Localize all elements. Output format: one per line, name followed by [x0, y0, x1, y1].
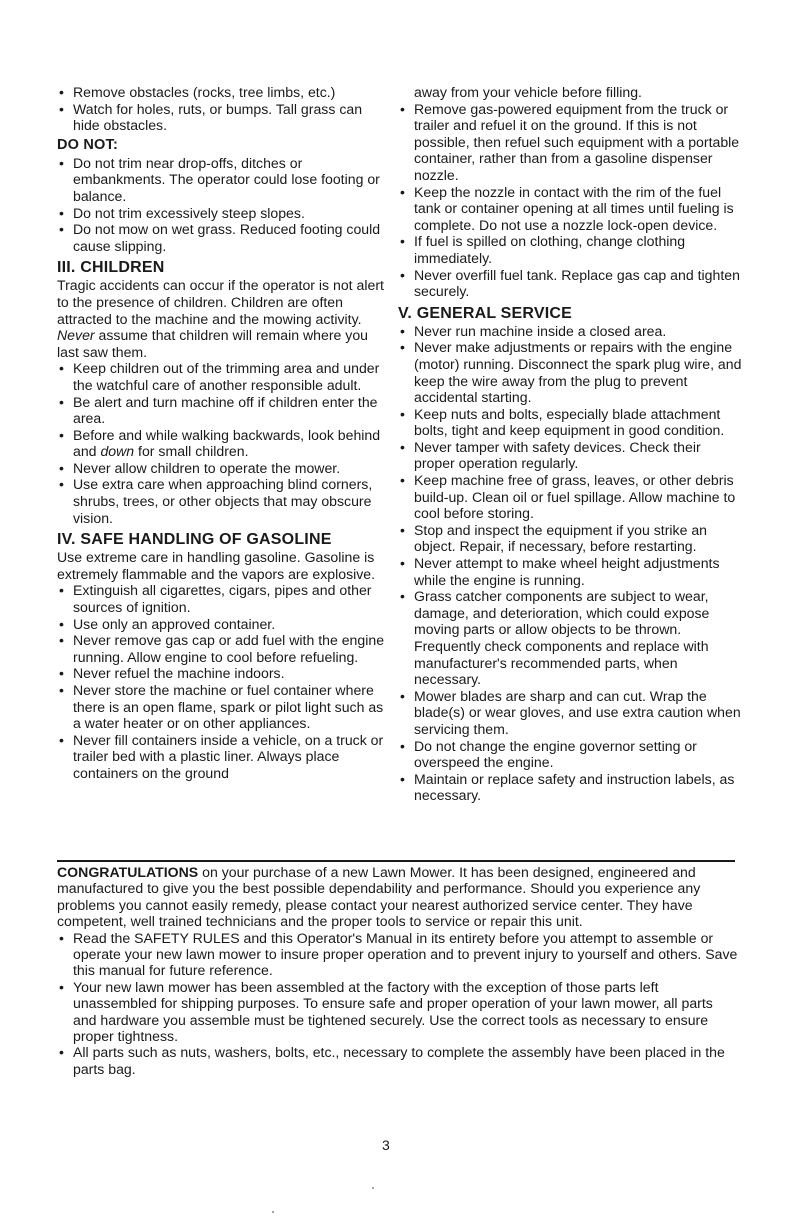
list-item: • Do not trim near drop-offs, ditches or embankments. The operator could lose footing or balance.	[57, 155, 387, 205]
list-item: • Use extra care when approaching blind corners, shrubs, trees, or other objects that may obscure vision.	[57, 476, 387, 526]
gasoline-list	[57, 582, 387, 781]
list-item: • Keep children out of the trimming area and under the watchful care of another responsible adult.	[57, 360, 387, 393]
list-item: • Do not trim excessively steep slopes.	[57, 205, 387, 222]
general-service-heading: V. GENERAL SERVICE	[398, 304, 573, 322]
list-item: • Never make adjustments or repairs with the engine (motor) running. Disconnect the spark plug wire, and keep the wire away from the plug to prevent accidental starting.	[398, 339, 743, 405]
do-not-list	[57, 155, 387, 255]
list-item: • Read the SAFETY RULES and this Operator's Manual in its entirety before you attempt to assemble or operate your new lawn mower to insure proper operation and to prevent injury to yourself and others. Save this manual for future reference.	[57, 930, 739, 979]
left-column	[57, 84, 387, 782]
gasoline-list-continued	[398, 101, 743, 300]
list-item: • Be alert and turn machine off if children enter the area.	[57, 394, 387, 427]
general-service-list	[398, 323, 743, 804]
list-item: • Stop and inspect the equipment if you strike an object. Repair, if necessary, before restarting.	[398, 522, 743, 555]
assembly-notes-list	[57, 930, 739, 1078]
page-number: 3	[382, 1137, 390, 1153]
scan-speck	[372, 1187, 374, 1189]
list-item: • Use only an approved container.	[57, 616, 387, 633]
children-heading: III. CHILDREN	[57, 259, 165, 277]
list-item: • Watch for holes, ruts, or bumps. Tall grass can hide obstacles.	[57, 101, 387, 134]
children-paragraph: Tragic accidents can occur if the operator is not alert to the presence of children. Children are often attracted to the machine and the mowing activity. Never assume that children will remain where you last saw them.	[57, 277, 384, 360]
list-item: • If fuel is spilled on clothing, change clothing immediately.	[398, 233, 743, 266]
list-item: • Keep nuts and bolts, especially blade attachment bolts, tight and keep equipment in good condition.	[398, 406, 743, 439]
continuation-text: away from your vehicle before filling.	[414, 84, 642, 100]
congratulations-section	[57, 864, 739, 1077]
list-item: • All parts such as nuts, washers, bolts, etc., necessary to complete the assembly have been placed in the parts bag.	[57, 1044, 739, 1077]
list-item: • Maintain or replace safety and instruction labels, as necessary.	[398, 771, 743, 804]
list-item: • Never tamper with safety devices. Check their proper operation regularly.	[398, 439, 743, 472]
section-divider	[57, 860, 735, 862]
list-item: • Do not mow on wet grass. Reduced footing could cause slipping.	[57, 221, 387, 254]
obstacles-list	[57, 84, 387, 134]
list-item: • Never store the machine or fuel container where there is an open flame, spark or pilot light such as a water heater or on other appliances.	[57, 682, 387, 732]
gasoline-paragraph: Use extreme care in handling gasoline. Gasoline is extremely flammable and the vapors are explosive.	[57, 549, 376, 582]
list-item: • Never attempt to make wheel height adjustments while the engine is running.	[398, 555, 743, 588]
list-item: • Never fill containers inside a vehicle, on a truck or trailer bed with a plastic liner. Always place containers on the ground	[57, 732, 387, 782]
list-item: • Never run machine inside a closed area.	[398, 323, 743, 340]
list-item: • Before and while walking backwards, look behind and down for small children.	[57, 427, 387, 460]
list-item: • Extinguish all cigarettes, cigars, pipes and other sources of ignition.	[57, 582, 387, 615]
list-item: • Your new lawn mower has been assembled at the factory with the exception of those parts left unassembled for shipping purposes. To ensure safe and proper operation of your lawn mower, all parts and hardware you assemble must be tightened securely. Use the correct tools as necessary to ensure proper tightness.	[57, 979, 739, 1045]
do-not-heading: DO NOT:	[57, 136, 119, 153]
gasoline-heading: IV. SAFE HANDLING OF GASOLINE	[57, 531, 332, 549]
list-item: • Remove obstacles (rocks, tree limbs, etc.)	[57, 84, 387, 101]
congratulations-paragraph: CONGRATULATIONS on your purchase of a new Lawn Mower. It has been designed, engineered and manufactured to give you the best possible dependability and performance. Should you experience any problems you cannot easily remedy, please contact your nearest authorized service center. They have competent, well trained technicians and the proper tools to service or repair this unit.	[57, 864, 701, 930]
list-item: • Grass catcher components are subject to wear, damage, and deterioration, which could expose moving parts or allow objects to be thrown. Frequently check components and replace with manufacturer's recommended parts, when necessary.	[398, 588, 743, 688]
list-item: • Never remove gas cap or add fuel with the engine running. Allow engine to cool before refueling.	[57, 632, 387, 665]
list-item: • Never overfill fuel tank. Replace gas cap and tighten securely.	[398, 267, 743, 300]
list-item: • Keep machine free of grass, leaves, or other debris build-up. Clean oil or fuel spillage. Allow machine to cool before storing.	[398, 472, 743, 522]
list-item: • Keep the nozzle in contact with the rim of the fuel tank or container opening at all times until fueling is complete. Do not use a nozzle lock-open device.	[398, 184, 743, 234]
list-item: • Never refuel the machine indoors.	[57, 665, 387, 682]
list-item: • Remove gas-powered equipment from the truck or trailer and refuel it on the ground. If this is not possible, then refuel such equipment with a portable container, rather than from a gasoline dispenser nozzle.	[398, 101, 743, 184]
right-column	[398, 84, 743, 804]
list-item: • Do not change the engine governor setting or overspeed the engine.	[398, 738, 743, 771]
list-item: • Never allow children to operate the mower.	[57, 460, 387, 477]
list-item: • Mower blades are sharp and can cut. Wrap the blade(s) or wear gloves, and use extra caution when servicing them.	[398, 688, 743, 738]
children-list	[57, 360, 387, 526]
scan-speck	[272, 1211, 274, 1213]
